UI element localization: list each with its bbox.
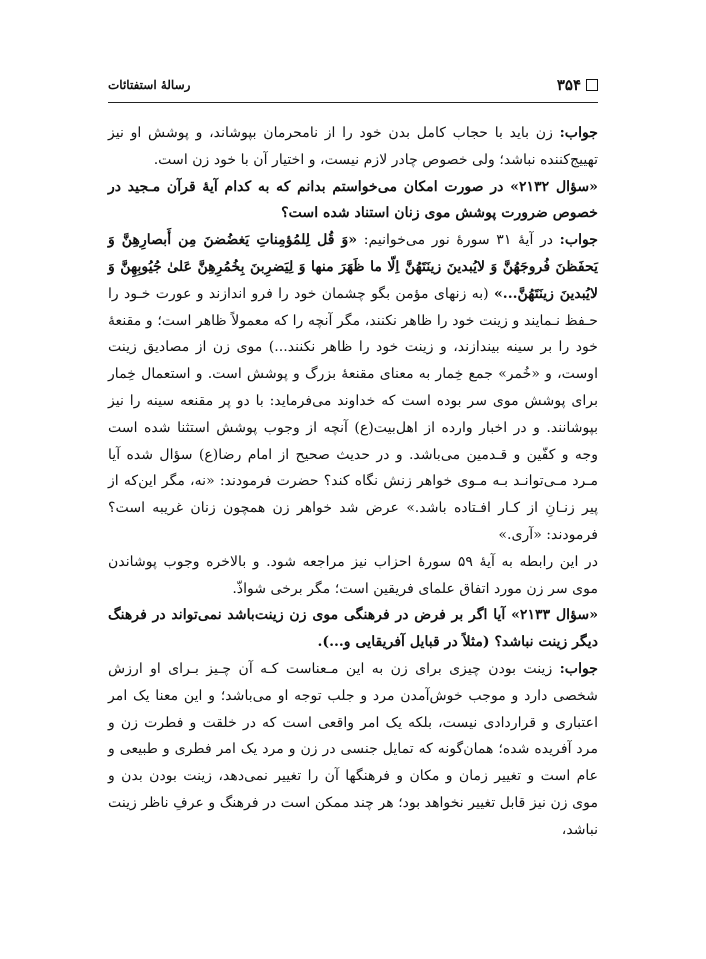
answer-paragraph xyxy=(108,656,598,844)
page-number-block xyxy=(557,76,598,94)
question-paragraph: «سؤال ۲۱۳۳» آیا اگر بر فرض در فرهنگی موی زن زینت‌باشد نمی‌تواند در فرهنگ دیگر زینت نباشد؟ (مثلاً در قبایل آفریقایی و...). xyxy=(108,607,598,651)
answer-text: زن باید با حجاب کامل بدن خود را از نامحرمان بپوشاند، و پوشش او نیز تهییج‌کننده نباشد؛ ولی خصوص چادر لازم نیست، و اختیار آن با خود زن است. xyxy=(108,125,598,168)
book-title: رسالهٔ استفتائات xyxy=(108,78,191,92)
answer-paragraph xyxy=(108,120,598,174)
answer-text: زینت بودن چیزی برای زن به این مـعناست کـه آن چـیز بـرای او ارزش شخصی دارد و موجب خوش‌آمدن مرد و جلب توجه او می‌باشد؛ و این معنا یک امر اعتباری و قراردادی نیست، بلکه یک امر واقعی است که در خلقت و فطرت زن و مرد آفریده شده؛ همان‌گونه که تمایل جنسی در زن و مرد یک امر فطری و طبیعی و عام است و تغییر زمان و مکان و فرهنگها آن را تغییر نمی‌دهد، زینت بودن بدن و موی زن نیز قابل تغییر نخواهد بود؛ هر چند ممکن است در فرهنگ و عرفِ ناظر زینت نباشد، xyxy=(108,660,598,838)
answer-label: جواب: xyxy=(559,660,598,677)
answer-label: جواب: xyxy=(559,125,598,141)
answer-label: جواب: xyxy=(559,232,599,249)
answer-text: (به زنهای مؤمن بگو چشمان خود را فرو اندازند و عورت خـود را حـفظ نـمایند و زینت خود را ظاهر نکنند، مگر آنچه را که معمولاً ظاهر است؛ و مقنعهٔ خود را بر سینه بیندازند، و زینت خود را ظاهر نکنند...) موی زن از مصادیق زینت اوست، و «خُمر» جمع خِمار به معنای مقنعهٔ بزرگ و پوشش است. و استعمال خِمار برای پوشش موی سر بوده است که خداوند می‌فرماید: با دو پر مقنعه سینه را نیز بپوشانند. و در اخبار وارده از اهل‌بیت(ع) آنچه از وجوب پوشش استثنا شده است وجه و کفّین و قـدمین می‌باشد. و در حدیث صحیح از امام رضا(ع) سؤال شده آیا مـرد مـی‌توانـد بـه مـوی خواهر زنش نگاه کند؟ حضرت فرمودند: «نه، مگر این‌که از پیر زنـانِ از کـار افـتاده باشد.» عرض شد خواهر زن همچون زنان غریبه است؟ فرمودند: «آری.» xyxy=(108,285,598,543)
page-number: ۳۵۴ xyxy=(556,76,581,94)
page-header xyxy=(108,70,598,103)
page-body xyxy=(108,120,598,844)
body-paragraph: در این رابطه به آیهٔ ۵۹ سورهٔ احزاب نیز مراجعه شود. و بالاخره وجوب پوشاندن موی سر زن مورد اتفاق علمای فریقین است؛ مگر برخی شواذّ. xyxy=(108,553,599,597)
question-paragraph: «سؤال ۲۱۳۲» در صورت امکان می‌خواستم بدانم که به کدام آیهٔ قرآن مـجید در خصوص ضرورت پوشش موی زنان استناد شده است؟ xyxy=(108,178,598,222)
quran-verse: «وَ قُل لِلمُؤمِناتِ یَغضُضنَ مِن أَبصارِهِنَّ وَ یَحفَظنَ فُروجَهُنَّ وَ لایُبدینَ زینَتَهُنَّ اِلّا ما ظَهَرَ منها وَ لِیَضرِبنَ بِخُمُرِهِنَّ عَلیٰ جُیُوبِهِنَّ وَ لایُبدینَ زینَتَهُنَّ...» xyxy=(108,232,598,302)
answer-paragraph xyxy=(108,227,598,549)
square-icon xyxy=(586,79,598,91)
answer-intro: در آیهٔ ۳۱ سورهٔ نور می‌خوانیم: xyxy=(357,232,554,249)
